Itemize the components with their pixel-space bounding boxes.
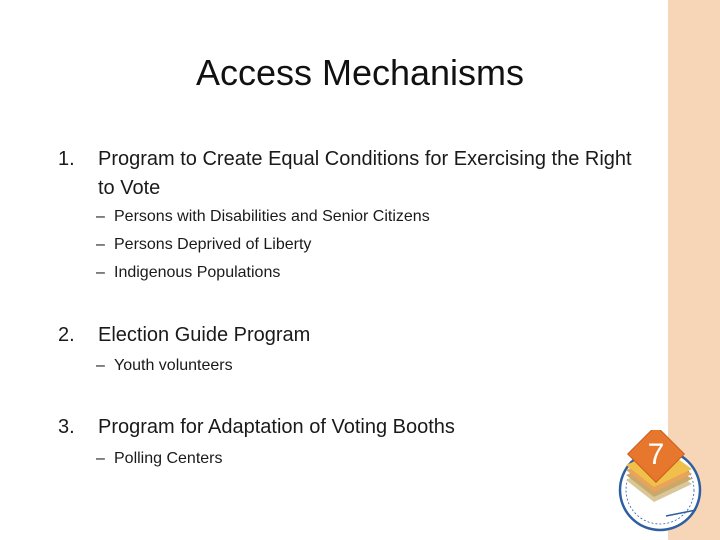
bullet-dash: – (96, 450, 105, 467)
list-item-number: 1. (58, 148, 75, 170)
sub-item-text: Youth volunteers (114, 357, 233, 374)
bullet-dash: – (96, 208, 105, 225)
sub-item-text: Persons Deprived of Liberty (114, 236, 312, 253)
anniversary-seal-icon (612, 430, 708, 534)
sub-item-text: Indigenous Populations (114, 264, 281, 281)
list-item-text: Program to Create Equal Conditions for Exercising the Right to Vote (98, 148, 632, 199)
list-item-number: 2. (58, 324, 75, 346)
bullet-dash: – (96, 264, 105, 281)
bullet-dash: – (96, 236, 105, 253)
sub-item-text: Polling Centers (114, 450, 223, 467)
list-item-text: Program for Adaptation of Voting Booths (98, 416, 455, 438)
list-item-text: Election Guide Program (98, 324, 311, 346)
slide-title: Access Mechanisms (195, 52, 525, 93)
seal-number: 7 (647, 438, 665, 471)
list-item-number: 3. (58, 416, 75, 438)
sub-item-text: Persons with Disabilities and Senior Citizens (114, 208, 430, 225)
bullet-dash: – (96, 357, 105, 374)
